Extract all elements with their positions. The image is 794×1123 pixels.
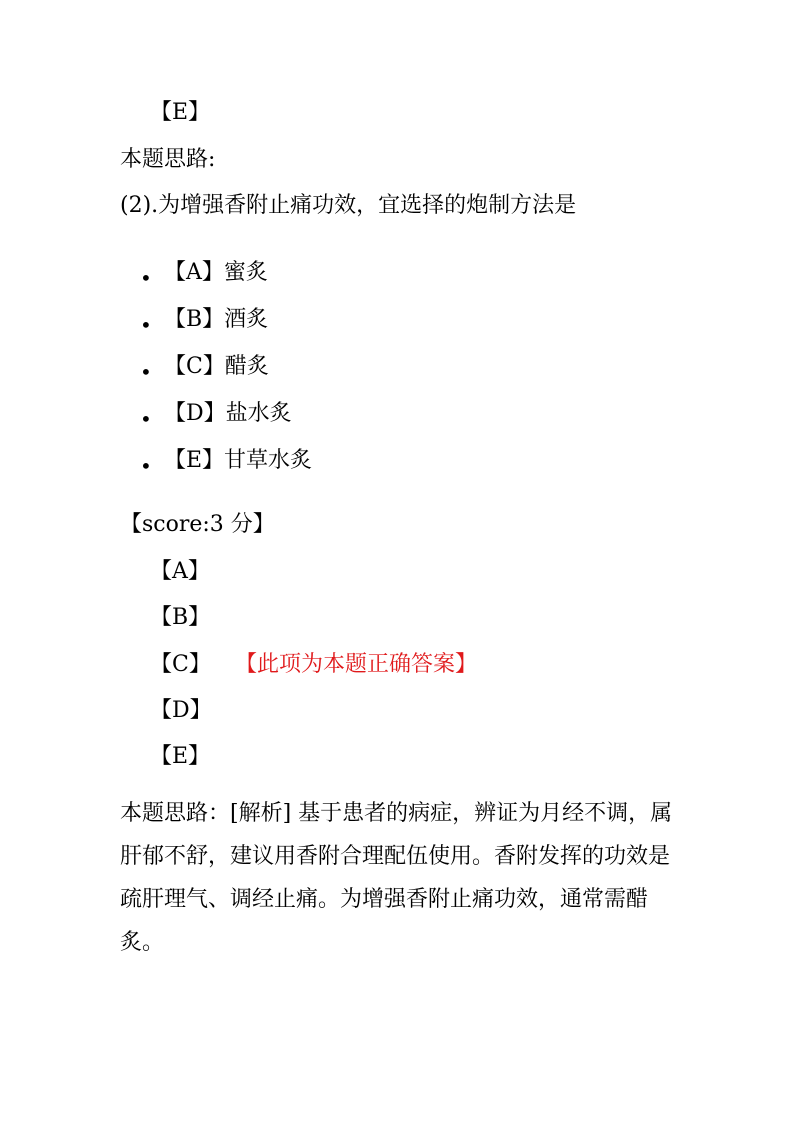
answer-b: 【B】 — [150, 605, 211, 630]
answer-d: 【D】 — [150, 698, 212, 723]
answer-e: 【E】 — [150, 744, 211, 769]
option-text: 【A】蜜炙 — [164, 260, 268, 285]
option-text: 【B】酒炙 — [164, 307, 269, 332]
answer-a: 【A】 — [150, 559, 210, 584]
option-text: 【E】甘草水炙 — [164, 448, 313, 473]
bullet-icon: • — [140, 266, 152, 290]
score-label: 【score:3 分】 — [120, 512, 275, 537]
bullet-icon: • — [140, 313, 152, 337]
prev-thought-label: 本题思路: — [120, 147, 216, 172]
bullet-icon: • — [140, 407, 152, 431]
answer-c: 【C】 — [150, 652, 211, 677]
option-text: 【C】醋炙 — [164, 354, 269, 379]
bullet-icon: • — [140, 360, 152, 384]
explanation-text: 本题思路：[解析] 基于患者的病症，辨证为月经不调，属肝郁不舒，建议用香附合理配伍使用。香附发挥的功效是疏肝理气、调经止痛。为增强香附止痛功效，通常需醋炙。 — [120, 801, 673, 955]
prev-answer-e: 【E】 — [150, 100, 211, 125]
bullet-icon: • — [140, 454, 152, 478]
question-title: (2).为增强香附止痛功效，宜选择的炮制方法是 — [120, 193, 577, 218]
correct-answer-note: 【此项为本题正确答案】 — [235, 652, 478, 677]
option-text: 【D】盐水炙 — [164, 401, 292, 426]
